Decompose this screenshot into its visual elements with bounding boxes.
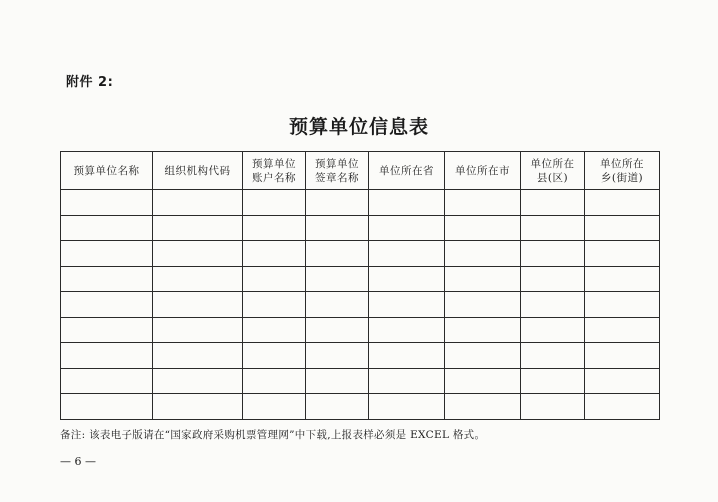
table-cell [585,394,660,420]
table-cell [153,241,243,267]
table-cell [243,190,306,216]
table-cell [61,190,153,216]
table-cell [243,215,306,241]
column-header-account-name: 预算单位 账户名称 [243,152,306,190]
table-cell [445,292,521,318]
budget-unit-info-table [60,151,660,420]
table-cell [521,394,585,420]
table-row [61,215,660,241]
table-cell [243,292,306,318]
table-cell [153,317,243,343]
table-cell [521,292,585,318]
table-cell [445,394,521,420]
table-cell [521,266,585,292]
table-cell [61,317,153,343]
table-cell [445,343,521,369]
table-cell [585,190,660,216]
table-cell [153,292,243,318]
table-cell [153,343,243,369]
table-cell [445,190,521,216]
table-cell [306,241,369,267]
table-cell [153,368,243,394]
table-cell [153,394,243,420]
table-cell [61,368,153,394]
table-cell [243,241,306,267]
table-cell [521,343,585,369]
table-cell [445,215,521,241]
table-cell [61,241,153,267]
table-cell [243,343,306,369]
table-cell [306,343,369,369]
table-cell [585,368,660,394]
table-cell [585,317,660,343]
table-row [61,394,660,420]
table-cell [369,241,445,267]
table-row [61,292,660,318]
table-cell [306,292,369,318]
table-cell [243,317,306,343]
table-cell [61,215,153,241]
table-cell [243,266,306,292]
table-cell [369,317,445,343]
page-title: 预算单位信息表 [288,116,429,138]
page-number: — 6 — [60,455,96,468]
table-cell [445,317,521,343]
table-cell [369,215,445,241]
table-cell [585,215,660,241]
table-cell [521,215,585,241]
table-cell [306,190,369,216]
table-cell [369,343,445,369]
table-cell [153,190,243,216]
table-cell [306,394,369,420]
attachment-label: 附件 2: [66,75,114,90]
table-row [61,343,660,369]
table-cell [306,266,369,292]
table-row [61,241,660,267]
column-header-org-code: 组织机构代码 [153,152,243,190]
table-cell [585,343,660,369]
table-row [61,317,660,343]
table-row [61,190,660,216]
table-cell [306,215,369,241]
table-cell [61,292,153,318]
table-cell [153,215,243,241]
table-cell [61,266,153,292]
table-body [61,190,660,420]
column-header-county: 单位所在 县(区) [521,152,585,190]
table-cell [585,266,660,292]
table-cell [521,241,585,267]
table-cell [243,368,306,394]
table-cell [521,317,585,343]
table-cell [445,241,521,267]
footnote: 备注: 该表电子版请在“国家政府采购机票管理网”中下载,上报表样必须是 EXCEL 格式。 [60,429,486,441]
table-cell [369,368,445,394]
table-cell [585,292,660,318]
column-header-unit-name: 预算单位名称 [61,152,153,190]
column-header-city: 单位所在市 [445,152,521,190]
table-cell [61,394,153,420]
table-cell [521,190,585,216]
table-row [61,266,660,292]
table-cell [445,368,521,394]
table-cell [369,394,445,420]
table-cell [521,368,585,394]
column-header-township: 单位所在 乡(街道) [585,152,660,190]
table-cell [306,317,369,343]
table-row [61,368,660,394]
table-cell [445,266,521,292]
table-cell [153,266,243,292]
table-cell [369,190,445,216]
table-cell [585,241,660,267]
column-header-province: 单位所在省 [369,152,445,190]
table-cell [243,394,306,420]
table-cell [61,343,153,369]
column-header-seal-name: 预算单位 签章名称 [306,152,369,190]
table-header-row [61,152,660,190]
table-cell [369,266,445,292]
table-cell [369,292,445,318]
table-cell [306,368,369,394]
